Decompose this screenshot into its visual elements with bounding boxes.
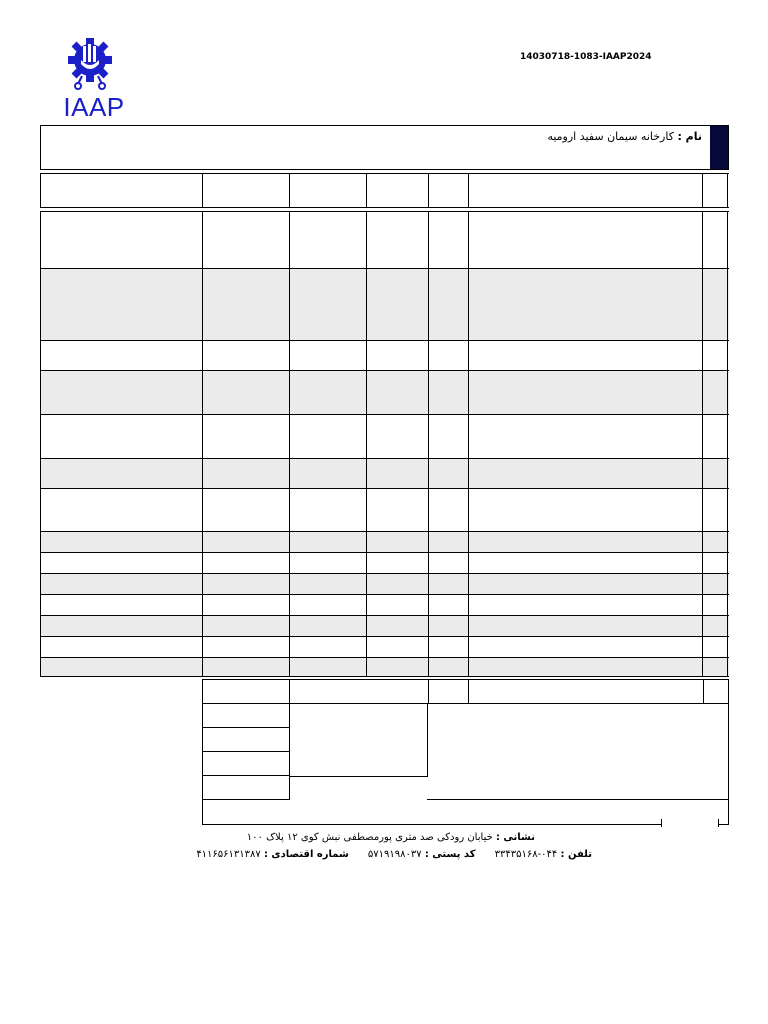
table-cell	[203, 341, 290, 370]
table-header-row	[40, 173, 729, 208]
customer-name	[547, 130, 702, 143]
table-cell	[290, 341, 367, 370]
table-cell	[41, 616, 203, 636]
company-logo	[60, 36, 128, 122]
table-header-cell	[429, 174, 469, 207]
table-cell	[290, 637, 367, 657]
table-cell	[703, 415, 728, 458]
rule-tick	[661, 819, 662, 827]
table-cell	[429, 658, 469, 676]
totals-label-column	[202, 704, 290, 800]
table-cell	[367, 371, 429, 414]
table-cell	[290, 489, 367, 531]
table-cell	[703, 459, 728, 488]
table-cell	[203, 269, 290, 340]
table-cell	[429, 680, 469, 703]
table-cell	[41, 341, 203, 370]
table-cell	[290, 532, 367, 552]
table-cell	[203, 553, 290, 573]
header-bar	[710, 126, 728, 169]
table-cell	[367, 616, 429, 636]
table-row	[40, 594, 729, 615]
phone-value: ۰۴۴-۳۳۴۳۵۱۶۸	[494, 849, 558, 860]
table-cell	[703, 616, 728, 636]
table-cell	[703, 532, 728, 552]
table-cell	[469, 658, 703, 676]
table-cell	[290, 595, 367, 615]
table-cell	[41, 658, 203, 676]
table-cell	[203, 616, 290, 636]
table-cell	[469, 371, 703, 414]
table-cell	[41, 212, 203, 268]
table-cell	[203, 532, 290, 552]
table-cell	[367, 658, 429, 676]
totals-value-block	[289, 704, 428, 777]
table-cell	[429, 269, 469, 340]
table-cell	[203, 680, 290, 703]
table-row	[40, 458, 729, 488]
table-row	[40, 340, 729, 370]
customer-name-label: نام :	[677, 130, 702, 143]
table-cell	[367, 212, 429, 268]
table-cell	[203, 637, 290, 657]
gear-hand-icon	[60, 36, 128, 92]
table-cell	[429, 371, 469, 414]
table-cell	[429, 637, 469, 657]
table-cell	[429, 532, 469, 552]
table-cell	[469, 553, 703, 573]
table-cell	[469, 341, 703, 370]
address-value: خیابان رودکی صد متری پورمصطفی نبش کوی ۱۲ پلاک ۱۰۰	[246, 832, 493, 843]
table-cell	[429, 341, 469, 370]
table-cell	[469, 212, 703, 268]
table-cell	[41, 574, 203, 594]
table-cell	[203, 595, 290, 615]
table-cell	[429, 459, 469, 488]
economic-number-value: ۴۱۱۶۵۶۱۳۱۳۸۷	[196, 849, 261, 860]
table-cell	[469, 595, 703, 615]
table-cell	[290, 553, 367, 573]
table-cell	[367, 415, 429, 458]
rule-tick	[718, 819, 719, 827]
table-cell	[290, 574, 367, 594]
postal-code-value: ۵۷۱۹۱۹۸۰۳۷	[367, 849, 422, 860]
table-cell	[469, 574, 703, 594]
footer-address	[150, 832, 535, 843]
table-cell	[41, 595, 203, 615]
table-cell	[367, 574, 429, 594]
document-number: 14030718-1083-IAAP2024	[520, 52, 652, 62]
table-cell	[367, 459, 429, 488]
table-cell	[703, 341, 728, 370]
table-cell	[469, 459, 703, 488]
table-cell	[203, 415, 290, 458]
table-cell	[703, 637, 728, 657]
table-divider	[203, 751, 289, 752]
table-header-cell	[367, 174, 429, 207]
table-cell	[469, 489, 703, 531]
notes-block	[427, 704, 729, 800]
table-cell	[703, 489, 728, 531]
table-row	[40, 573, 729, 594]
table-cell	[290, 459, 367, 488]
table-cell	[203, 371, 290, 414]
totals-footer-row	[202, 800, 729, 825]
table-divider	[203, 727, 289, 728]
economic-number-label: شماره اقتصادی :	[263, 849, 349, 860]
table-cell	[203, 658, 290, 676]
table-cell	[367, 532, 429, 552]
rule-end	[718, 824, 729, 825]
table-cell	[203, 212, 290, 268]
table-cell	[429, 616, 469, 636]
table-cell	[469, 637, 703, 657]
table-cell	[290, 212, 367, 268]
table-row	[40, 370, 729, 414]
table-row	[40, 531, 729, 552]
table-header-cell	[469, 174, 703, 207]
table-cell	[41, 371, 203, 414]
table-cell	[367, 269, 429, 340]
table-cell	[429, 574, 469, 594]
footer-contact	[100, 849, 592, 860]
table-cell	[469, 680, 704, 703]
logo-text: IAAP	[63, 92, 125, 122]
table-cell	[290, 269, 367, 340]
table-divider	[203, 775, 289, 776]
table-cell	[469, 415, 703, 458]
table-cell	[429, 489, 469, 531]
phone-label: تلفن :	[560, 849, 592, 860]
table-cell	[429, 595, 469, 615]
table-cell	[41, 553, 203, 573]
table-cell	[703, 595, 728, 615]
table-row	[40, 414, 729, 458]
table-cell	[41, 637, 203, 657]
table-cell	[290, 658, 367, 676]
table-cell	[703, 212, 728, 268]
customer-name-value: کارخانه سیمان سفید ارومیه	[547, 130, 674, 143]
table-cell	[367, 637, 429, 657]
table-cell	[469, 616, 703, 636]
table-cell	[367, 553, 429, 573]
table-row	[40, 268, 729, 340]
bottom-rule	[202, 824, 662, 825]
table-cell	[469, 532, 703, 552]
table-cell	[41, 532, 203, 552]
totals-row	[202, 679, 729, 704]
table-cell	[290, 616, 367, 636]
table-cell	[703, 371, 728, 414]
table-cell	[41, 415, 203, 458]
table-cell	[703, 658, 728, 676]
table-cell	[429, 212, 469, 268]
table-row	[40, 615, 729, 636]
table-row	[40, 488, 729, 531]
table-cell	[703, 553, 728, 573]
table-cell	[367, 341, 429, 370]
table-cell	[367, 489, 429, 531]
table-cell	[290, 371, 367, 414]
table-cell	[703, 269, 728, 340]
table-cell	[429, 415, 469, 458]
table-header-cell	[703, 174, 728, 207]
table-row	[40, 657, 729, 677]
table-header-cell	[290, 174, 367, 207]
table-cell	[429, 553, 469, 573]
table-cell	[469, 269, 703, 340]
table-header-cell	[203, 174, 290, 207]
table-cell	[203, 489, 290, 531]
table-row	[40, 211, 729, 268]
postal-code-label: کد پستی :	[424, 849, 476, 860]
customer-name-box	[40, 125, 729, 170]
table-cell	[41, 489, 203, 531]
address-label: نشانی :	[495, 832, 535, 843]
table-row	[40, 636, 729, 657]
table-cell	[203, 459, 290, 488]
table-header-cell	[41, 174, 203, 207]
table-row	[40, 552, 729, 573]
table-cell	[290, 680, 429, 703]
table-cell	[367, 595, 429, 615]
table-cell	[41, 269, 203, 340]
table-cell	[290, 415, 367, 458]
table-cell	[203, 574, 290, 594]
table-cell	[41, 459, 203, 488]
table-cell	[703, 574, 728, 594]
